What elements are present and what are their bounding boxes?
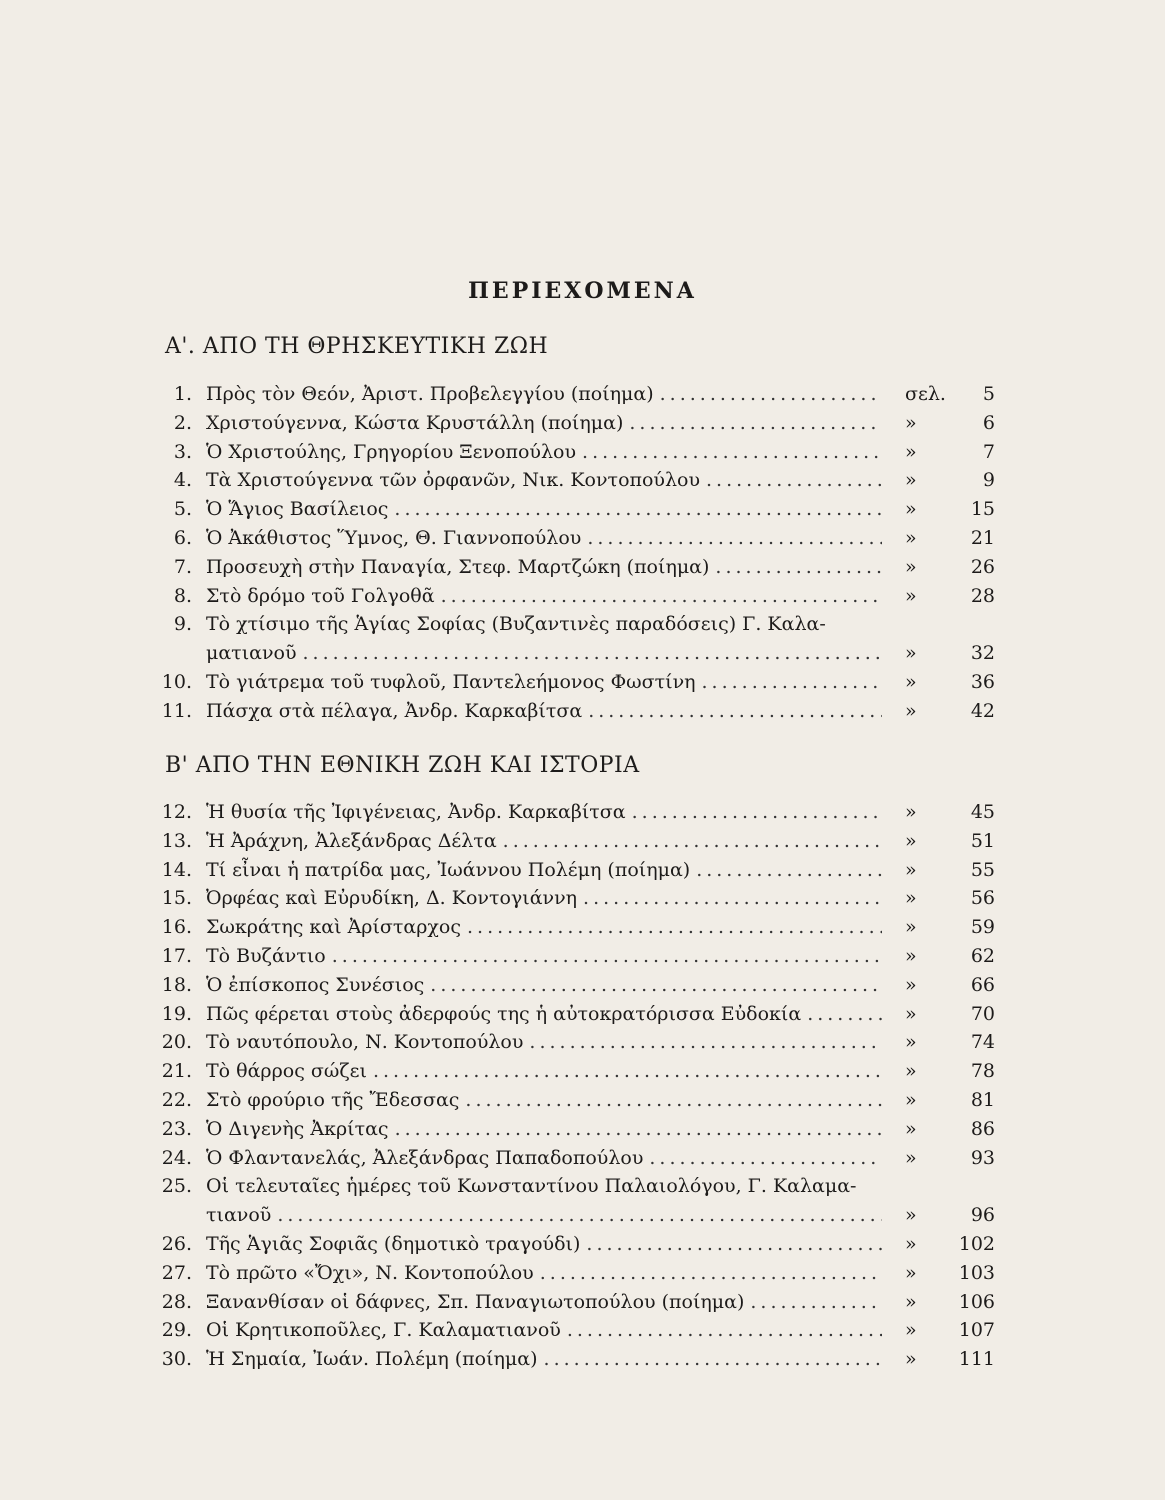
entry-title: Τὸ θάρρος σώζει [206,1060,367,1083]
page-number: 74 [970,1031,995,1054]
section-a-heading: Α'. ΑΠΟ ΤΗ ΘΡΗΣΚΕΥΤΙΚΗ ΖΩΗ [165,334,549,359]
entry-title: Ὁ Διγενὴς Ἀκρίτας [206,1117,389,1140]
entry-title-line [206,1028,882,1056]
entry-title: Στὸ φρούριο τῆς Ἔδεσσας [206,1089,460,1111]
page-marker: » [905,469,917,492]
entry-title-line [206,524,882,552]
entry-number: 9. [173,613,192,636]
entry-title-line [206,1345,882,1373]
toc-entry [0,409,1165,437]
leader-dots [441,582,882,610]
entry-title: Πάσχα στὰ πέλαγα, Ἀνδρ. Καρκαβίτσα [206,699,583,722]
toc-entry [0,1259,1165,1287]
toc-entry [0,1172,1165,1200]
leader-dots [660,380,882,408]
leader-dots [702,668,882,696]
leader-dots [394,495,882,523]
entry-title: Ἡ Σημαία, Ἰωάν. Πολέμη (ποίημα) [206,1348,538,1371]
toc-entry [0,884,1165,912]
leader-dots [696,856,882,884]
page-marker: » [905,858,917,881]
toc-entry [0,553,1165,581]
entry-number: 4. [173,469,192,492]
entry-title: Ὁ Ἅγιος Βασίλειος [206,498,389,521]
page-marker: » [905,584,917,607]
entry-title-line [206,971,882,999]
page-marker: » [905,1204,917,1227]
page-number: 7 [982,440,995,463]
entry-number: 23. [161,1117,192,1140]
toc-entry [0,1086,1165,1114]
leader-dots [715,553,882,581]
entry-title: Τὸ Βυζάντιο [206,945,326,967]
page-number: 21 [970,527,995,549]
entry-title-line [206,798,882,826]
page-marker: » [905,1089,917,1111]
page-number: 55 [970,858,995,881]
page-marker: » [905,801,917,823]
entry-title-continuation: ματιανοῦ [206,642,297,665]
section-b-heading: Β' ΑΠΟ ΤΗΝ ΕΘΝΙΚΗ ΖΩΗ ΚΑΙ ΙΣΤΟΡΙΑ [165,753,640,778]
page-number: 96 [970,1204,995,1227]
entry-number: 28. [161,1290,192,1313]
page-number: 56 [970,887,995,910]
leader-dots [567,1316,882,1344]
toc-entry [0,798,1165,826]
entry-number: 17. [161,945,192,967]
entry-title: Σωκράτης καὶ Ἀρίσταρχος [206,916,461,939]
entry-title-line [206,438,882,466]
page-marker: » [905,887,917,910]
toc-entry-continuation [0,639,1165,667]
page-marker: » [905,1031,917,1054]
entry-title-line [206,884,882,912]
toc-entry [0,582,1165,610]
entry-title: Ἡ θυσία τῆς Ἰφιγένειας, Ἀνδρ. Καρκαβίτσα [206,801,626,823]
leader-dots [303,639,882,667]
toc-entry [0,1345,1165,1373]
entry-title: Τὸ ναυτόπουλο, Ν. Κοντοπούλου [206,1031,524,1054]
page-number: 9 [982,469,995,492]
page-number: 28 [970,584,995,607]
entry-title-continuation: τιανοῦ [206,1204,272,1227]
leader-dots [540,1259,882,1287]
entry-title-line [206,495,882,523]
entry-title-line [206,553,882,581]
page-marker: » [905,1261,917,1284]
entry-title: Ὀρφέας καὶ Εὐρυδίκη, Δ. Κοντογιάννη [206,887,578,910]
entry-title-line [206,856,882,884]
page-number: 36 [970,671,995,693]
entry-number: 26. [161,1233,192,1255]
entry-title-line [206,697,882,725]
entry-number: 2. [173,411,192,434]
page-marker: » [905,498,917,521]
entry-number: 25. [161,1175,192,1198]
entry-number: 19. [161,1002,192,1025]
entry-title: Τὸ γιάτρεμα τοῦ τυφλοῦ, Παντελεήμονος Φωστίνη [206,671,696,693]
entry-title-line [206,1144,882,1172]
page-number: 93 [970,1146,995,1169]
entry-number: 18. [161,973,192,996]
entry-title: Τὸ πρῶτο «Ὄχι», Ν. Κοντοπούλου [206,1261,534,1284]
entry-title-line [206,582,882,610]
toc-entry [0,942,1165,970]
toc-entry [0,380,1165,408]
page-marker: » [905,973,917,996]
entry-title-line [206,1172,936,1200]
toc-entry [0,971,1165,999]
page-marker: » [905,555,917,578]
toc-entry [0,697,1165,725]
page-number: 78 [970,1060,995,1083]
page-title: ΠΕΡΙΕΧΟΜΕΝΑ [468,278,697,304]
toc-entry [0,1057,1165,1085]
page-number: 111 [958,1348,995,1371]
toc-entry [0,856,1165,884]
page-marker: » [905,411,917,434]
leader-dots [467,913,882,941]
entry-title: Πῶς φέρεται στοὺς ἀδερφούς της ἡ αὐτοκρατόρισσα Εὐδοκία [206,1002,802,1025]
leader-dots [544,1345,882,1373]
page-number: 42 [970,699,995,722]
entry-number: 16. [161,916,192,939]
entry-number: 24. [161,1146,192,1169]
leader-dots [277,1201,882,1229]
page-number: 106 [958,1290,995,1313]
toc-entry [0,495,1165,523]
entry-number: 5. [173,498,192,521]
entry-number: 1. [173,383,192,405]
entry-number: 15. [161,887,192,910]
toc-entry [0,466,1165,494]
page-number: 81 [970,1089,995,1111]
page-number: 70 [970,1002,995,1025]
page-marker: » [905,1319,917,1342]
leader-dots [430,971,882,999]
toc-entry [0,1000,1165,1028]
entry-title: Οἱ τελευταῖες ἡμέρες τοῦ Κωνσταντίνου Παλαιολόγου, Γ. Καλαμα- [206,1175,857,1198]
entry-title-line [206,639,882,667]
page-marker: » [905,916,917,939]
entry-title: Ξανανθίσαν οἱ δάφνες, Σπ. Παναγιωτοπούλου (ποίημα) [206,1290,745,1313]
page-number: 6 [982,411,995,434]
leader-dots [395,1115,882,1143]
page-number: 103 [958,1261,995,1284]
entry-title-line [206,610,936,638]
page-marker: » [905,1146,917,1169]
entry-title: Ὁ Φλαντανελάς, Ἀλεξάνδρας Παπαδοπούλου [206,1146,644,1169]
page-marker: » [905,945,917,967]
entry-title-line [206,942,882,970]
entry-number: 11. [161,699,192,722]
entry-number: 10. [161,671,192,693]
entry-title: Ὁ Ἀκάθιστος Ὕμνος, Θ. Γιαννοπούλου [206,527,582,549]
toc-entry [0,1144,1165,1172]
entry-title-line [206,409,882,437]
page-number: 66 [970,973,995,996]
toc-entry [0,610,1165,638]
entry-number: 13. [161,829,192,852]
entry-title-line [206,1000,882,1028]
leader-dots [629,409,882,437]
leader-dots [503,827,882,855]
leader-dots [465,1086,882,1114]
entry-title: Τῆς Ἁγιᾶς Σοφιᾶς (δημοτικὸ τραγούδι) [206,1233,581,1255]
leader-dots [529,1028,882,1056]
entry-title-line [206,913,882,941]
leader-dots [583,884,882,912]
toc-entry [0,1316,1165,1344]
entry-title: Ὁ Χριστούλης, Γρηγορίου Ξενοπούλου [206,440,577,463]
page-number: 59 [970,916,995,939]
leader-dots [586,1230,882,1258]
page-marker: » [905,671,917,693]
entry-title: Πρὸς τὸν Θεόν, Ἀριστ. Προβελεγγίου (ποίημα) [206,383,654,405]
toc-entry [0,1115,1165,1143]
entry-number: 22. [161,1089,192,1111]
page-number: 5 [982,383,995,405]
entry-number: 20. [161,1031,192,1054]
entry-title-line [206,827,882,855]
entry-title: Χριστούγεννα, Κώστα Κρυστάλλη (ποίημα) [206,411,624,434]
entry-number: 7. [173,555,192,578]
page-marker: σελ. [905,383,946,405]
toc-entry [0,438,1165,466]
entry-number: 12. [161,801,192,823]
page-number: 15 [970,498,995,521]
page-marker: » [905,1233,917,1255]
page-marker: » [905,1348,917,1371]
toc-entry [0,913,1165,941]
leader-dots [332,942,882,970]
entry-number: 3. [173,440,192,463]
page-number: 107 [958,1319,995,1342]
entry-number: 14. [161,858,192,881]
leader-dots [706,466,882,494]
entry-title-line [206,1230,882,1258]
entry-number: 30. [161,1348,192,1371]
entry-title-line [206,466,882,494]
entry-title: Τί εἶναι ἡ πατρίδα μας, Ἰωάννου Πολέμη (ποίημα) [206,858,691,881]
toc-entry [0,1028,1165,1056]
leader-dots [582,438,882,466]
leader-dots [588,697,882,725]
toc-entry [0,1288,1165,1316]
page-marker: » [905,527,917,549]
entry-title: Τὰ Χριστούγεννα τῶν ὀρφανῶν, Νικ. Κοντοπούλου [206,469,701,492]
entry-title: Στὸ δρόμο τοῦ Γολγοθᾶ [206,584,435,607]
page-marker: » [905,440,917,463]
toc-entry [0,827,1165,855]
entry-title: Προσευχὴ στὴν Παναγία, Στεφ. Μαρτζώκη (ποίημα) [206,555,710,578]
leader-dots [649,1144,882,1172]
entry-title-line [206,1115,882,1143]
leader-dots [750,1288,882,1316]
page-marker: » [905,699,917,722]
toc-entry-continuation [0,1201,1165,1229]
entry-number: 6. [173,527,192,549]
page-number: 45 [970,801,995,823]
leader-dots [807,1000,882,1028]
page-marker: » [905,1002,917,1025]
toc-entry [0,524,1165,552]
leader-dots [587,524,882,552]
entry-title-line [206,1057,882,1085]
page-marker: » [905,1060,917,1083]
page-marker: » [905,1117,917,1140]
entry-number: 27. [161,1261,192,1284]
entry-title: Ὁ ἐπίσκοπος Συνέσιος [206,973,425,996]
toc-entry [0,1230,1165,1258]
entry-title-line [206,1259,882,1287]
page-number: 62 [970,945,995,967]
page-number: 26 [970,555,995,578]
entry-title-line [206,1201,882,1229]
page-number: 32 [970,642,995,665]
page-marker: » [905,642,917,665]
page-marker: » [905,1290,917,1313]
entry-title-line [206,380,882,408]
entry-title-line [206,1288,882,1316]
entry-title: Οἱ Κρητικοποῦλες, Γ. Καλαματιανοῦ [206,1319,561,1342]
toc-entry [0,668,1165,696]
leader-dots [632,798,882,826]
entry-title: Τὸ χτίσιμο τῆς Ἁγίας Σοφίας (Βυζαντινὲς παραδόσεις) Γ. Καλα- [206,613,826,636]
page-number: 102 [958,1233,995,1255]
entry-title-line [206,668,882,696]
page-marker: » [905,829,917,852]
page-number: 86 [970,1117,995,1140]
entry-number: 21. [161,1060,192,1083]
entry-number: 29. [161,1319,192,1342]
entry-title: Ἡ Ἀράχνη, Ἀλεξάνδρας Δέλτα [206,829,497,852]
entry-title-line [206,1086,882,1114]
leader-dots [373,1057,882,1085]
entry-title-line [206,1316,882,1344]
entry-number: 8. [173,584,192,607]
page-number: 51 [970,829,995,852]
